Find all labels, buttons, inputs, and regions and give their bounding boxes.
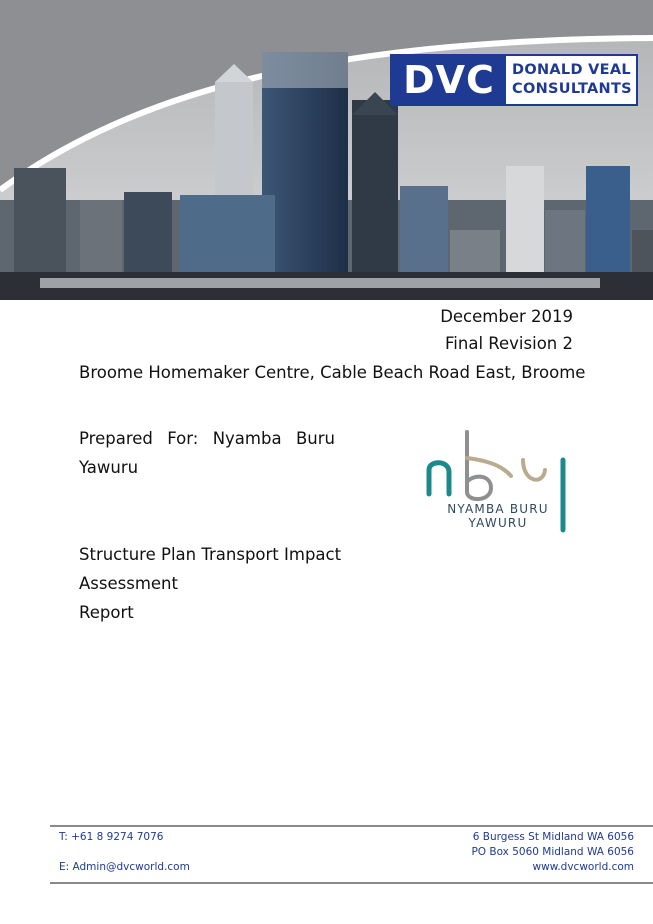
- dvc-logo-wordmark: [506, 56, 636, 104]
- for-word: For:: [167, 429, 199, 448]
- nby-logo-text: [423, 502, 573, 530]
- logo-line-2: CONSULTANTS: [512, 81, 632, 97]
- report-title-line-3: Report: [79, 603, 134, 622]
- report-title-line-2: Assessment: [79, 574, 178, 593]
- footer-bottom-divider: [50, 882, 653, 884]
- client-word-1: Nyamba: [212, 429, 282, 448]
- document-revision: Final Revision 2: [445, 334, 573, 353]
- report-title-line-1: Structure Plan Transport Impact: [79, 545, 342, 564]
- nyamba-buru-yawuru-logo: [423, 430, 573, 540]
- skyline-illustration: [0, 0, 653, 300]
- prepared-for-block: [79, 424, 335, 482]
- dvc-logo-mark: DVC: [392, 56, 506, 104]
- client-word-3: Yawuru: [79, 458, 139, 477]
- report-title-block: [79, 540, 341, 627]
- nby-logo-line-1: NYAMBA BURU: [447, 502, 549, 516]
- footer-website: www.dvcworld.com: [532, 861, 634, 873]
- document-date: December 2019: [440, 307, 573, 326]
- logo-line-1: DONALD VEAL: [512, 62, 631, 78]
- footer-address-pobox: PO Box 5060 Midland WA 6056: [471, 846, 634, 858]
- footer-address-street: 6 Burgess St Midland WA 6056: [472, 831, 634, 843]
- prepared-word: Prepared: [79, 429, 153, 448]
- nby-logo-line-2: YAWURU: [468, 516, 528, 530]
- footer-phone: T: +61 8 9274 7076: [59, 831, 164, 843]
- client-word-2: Buru: [295, 429, 335, 448]
- dvc-logo: [390, 54, 638, 106]
- cover-skyline-image: [0, 0, 653, 300]
- prepared-for-line: [79, 424, 335, 453]
- footer-top-divider: [50, 825, 653, 827]
- footer-email: E: Admin@dvcworld.com: [59, 861, 190, 873]
- project-title: Broome Homemaker Centre, Cable Beach Road East, Broome: [79, 363, 586, 382]
